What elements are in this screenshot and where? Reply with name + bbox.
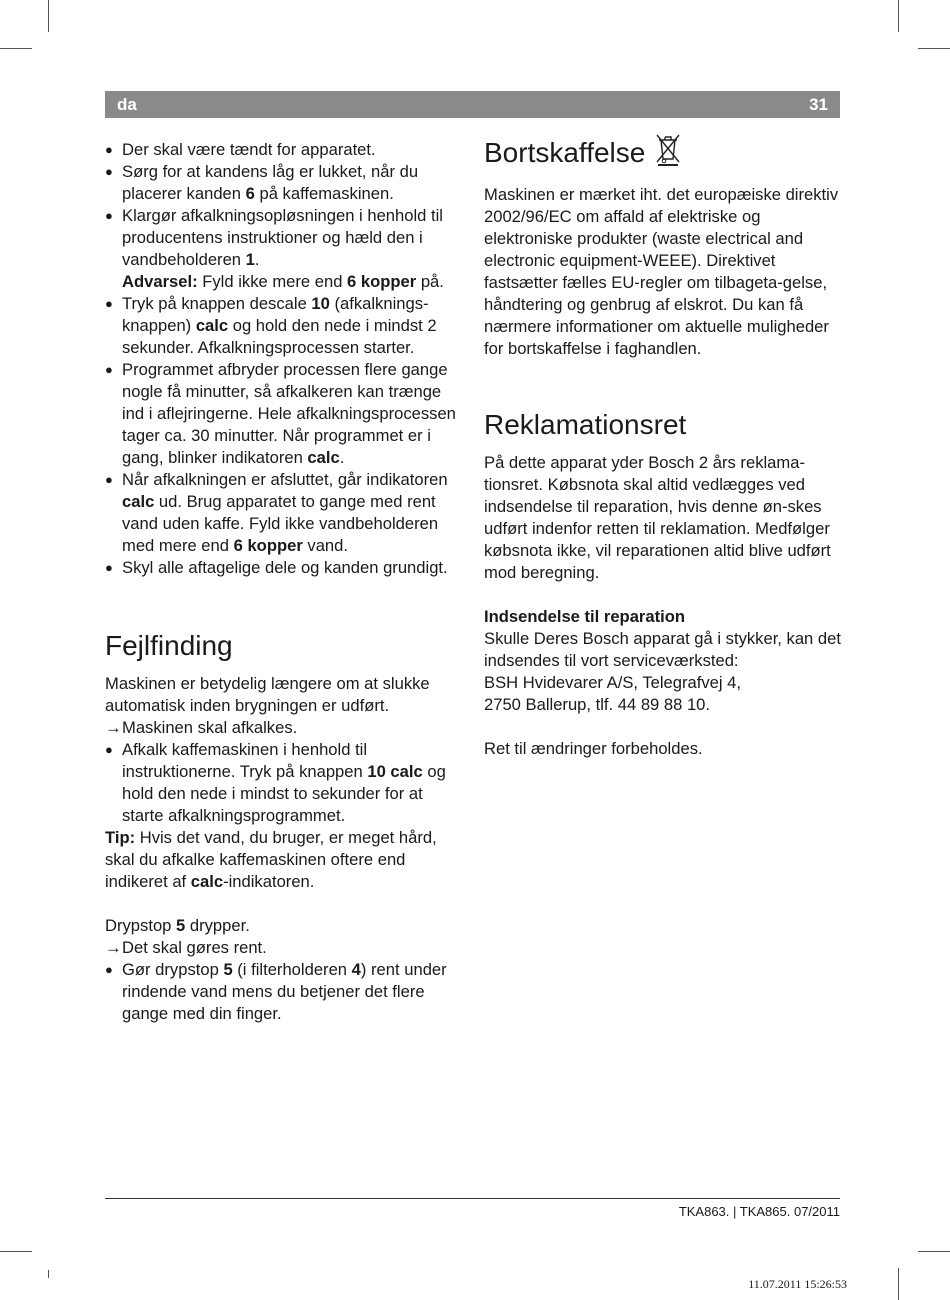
troubleshooting-heading: Fejlfinding xyxy=(105,630,233,661)
bullet-item xyxy=(105,359,467,469)
right-column xyxy=(484,132,844,760)
text: ud. Brug apparatet to gange med rent vand uden kaffe. Fyld ikke vandbeholderen med mere end xyxy=(122,492,439,555)
bullet-item xyxy=(105,293,467,359)
disposal-title: Bortskaffelse xyxy=(484,137,646,168)
repair-postal: 2750 Ballerup, tlf. 44 89 88 10. xyxy=(484,695,711,714)
footer-models: TKA863. | TKA865. 07/2011 xyxy=(678,1204,840,1219)
text: Afkalk kaffemaskinen i henhold til instruktionerne. Tryk på knappen xyxy=(122,740,368,781)
spacer xyxy=(105,893,467,915)
changes-reserved-text: Ret til ændringer forbeholdes. xyxy=(484,739,703,758)
text: Programmet afbryder processen flere gange nogle få minutter, så afkalkeren kan trænge ind i aflejringerne. Hele afkalkningsprocessen tager ca. 30 minutter. Når programmet er i gang, blinker indikatoren xyxy=(122,360,456,467)
disposal-heading xyxy=(484,132,844,174)
crop-mark xyxy=(918,48,950,49)
paragraph xyxy=(105,827,467,893)
troubleshooting-body xyxy=(105,673,467,1025)
disposal-text: Maskinen er mærket iht. det europæiske direktiv 2002/96/EC om affald af elektriske og elektroniske produkter (waste electrical and electronic equipment-WEEE). Direktivet fastsætter fælles EU-regler om tilbageta-gelse, håndtering og genbrug af elskrot. Du kan få nærmere informationer om aktuelle muligheder for bortskaffelse i faghandlen. xyxy=(484,185,839,358)
text: Fyld ikke mere end xyxy=(197,272,348,291)
repair-subheading: Indsendelse til reparation xyxy=(484,607,686,626)
warranty-heading: Reklamationsret xyxy=(484,409,687,440)
text: på kaffemaskinen. xyxy=(254,184,394,203)
page-header xyxy=(105,91,840,118)
text: Sørg for at kandens låg er lukket, når du placerer kanden xyxy=(122,162,419,203)
bullet-item xyxy=(105,959,467,1025)
bold-text: 10 xyxy=(311,294,330,313)
left-column xyxy=(105,139,467,1025)
bold-text: 5 xyxy=(176,916,186,935)
bold-text: calc xyxy=(190,872,224,891)
language-code: da xyxy=(117,94,137,114)
text: Drypstop xyxy=(105,916,177,935)
text: og hold den nede i mindst 2 sekunder. Afkalkningsprocessen starter. xyxy=(122,316,437,357)
paragraph xyxy=(105,271,467,293)
bullet-item xyxy=(105,205,467,271)
bold-text: calc xyxy=(195,316,229,335)
text: ) rent under rindende vand mens du betjener det flere gange med din finger. xyxy=(122,960,447,1023)
bullet-item xyxy=(105,469,467,557)
crop-mark xyxy=(48,0,49,32)
bullet-item xyxy=(105,557,467,579)
text: og hold den nede i mindst to sekunder for at starte afkalkningsprogrammet. xyxy=(122,762,446,825)
page-number: 31 xyxy=(809,94,828,114)
text: på. xyxy=(416,272,444,291)
footer-divider xyxy=(105,1198,840,1199)
crop-mark xyxy=(0,48,32,49)
crop-mark xyxy=(0,1251,32,1252)
print-timestamp: 11.07.2011 15:26:53 xyxy=(748,1277,847,1291)
bold-text: 6 kopper xyxy=(347,272,417,291)
crop-mark xyxy=(918,1251,950,1252)
text: Klargør afkalkningsopløsningen i henhold til producentens instruktioner og hæld den i vandbeholderen xyxy=(122,206,443,269)
paragraph xyxy=(105,915,467,937)
arrow-item xyxy=(105,937,467,959)
repair-text-1: Skulle Deres Bosch apparat gå i stykker, kan det indsendes til vort serviceværksted: xyxy=(484,629,841,670)
bold-text: 6 kopper xyxy=(233,536,303,555)
decalcify-steps xyxy=(105,139,467,579)
text: -indikatoren. xyxy=(223,872,315,891)
bold-text: calc xyxy=(122,492,155,511)
arrow-item xyxy=(105,717,467,739)
text: vand. xyxy=(302,536,348,555)
bullet-item xyxy=(105,161,467,205)
bold-text: 6 xyxy=(245,184,255,203)
text: drypper. xyxy=(185,916,250,935)
text: . xyxy=(339,448,345,467)
bold-text: calc xyxy=(307,448,340,467)
weee-bin-icon xyxy=(655,132,681,174)
crop-mark xyxy=(48,1270,49,1278)
text: Når afkalkningen er afsluttet, går indikatoren xyxy=(122,470,448,489)
paragraph xyxy=(105,673,467,717)
bold-text: 5 xyxy=(223,960,233,979)
crop-mark xyxy=(898,0,899,32)
text: Der skal være tændt for apparatet. xyxy=(122,140,376,159)
bold-text: Tip: xyxy=(105,828,136,847)
text: Hvis det vand, du bruger, er meget hård, skal du afkalke kaffemaskinen oftere end indikeret af xyxy=(105,828,437,891)
text: Maskinen er betydelig længere om at slukke automatisk inden brygningen er udført. xyxy=(105,674,430,715)
text: Maskinen skal afkalkes. xyxy=(122,718,298,737)
bold-text: 10 calc xyxy=(367,762,423,781)
text: Det skal gøres rent. xyxy=(122,938,267,957)
warranty-text: På dette apparat yder Bosch 2 års reklama-tionsret. Købsnota skal altid vedlægges ved indsendelse til reparation, hvis denne øn-skes udført indenfor retten til reklamation. Medfølger købsnota ikke, vil reparationen altid blive udført mod beregning. xyxy=(484,453,831,582)
bold-text: 1 xyxy=(245,250,255,269)
repair-address: BSH Hvidevarer A/S, Telegrafvej 4, xyxy=(484,673,742,692)
text: Gør drypstop xyxy=(122,960,224,979)
text: . xyxy=(254,250,260,269)
bold-text: 4 xyxy=(351,960,361,979)
text: Skyl alle aftagelige dele og kanden grundigt. xyxy=(122,558,448,577)
bullet-item xyxy=(105,139,467,161)
text: Tryk på knappen descale xyxy=(122,294,312,313)
bullet-item xyxy=(105,739,467,827)
crop-mark xyxy=(898,1268,899,1300)
text: (afkalknings-knappen) xyxy=(122,294,429,335)
bold-text: Advarsel: xyxy=(122,272,198,291)
text: (i filterholderen xyxy=(232,960,352,979)
